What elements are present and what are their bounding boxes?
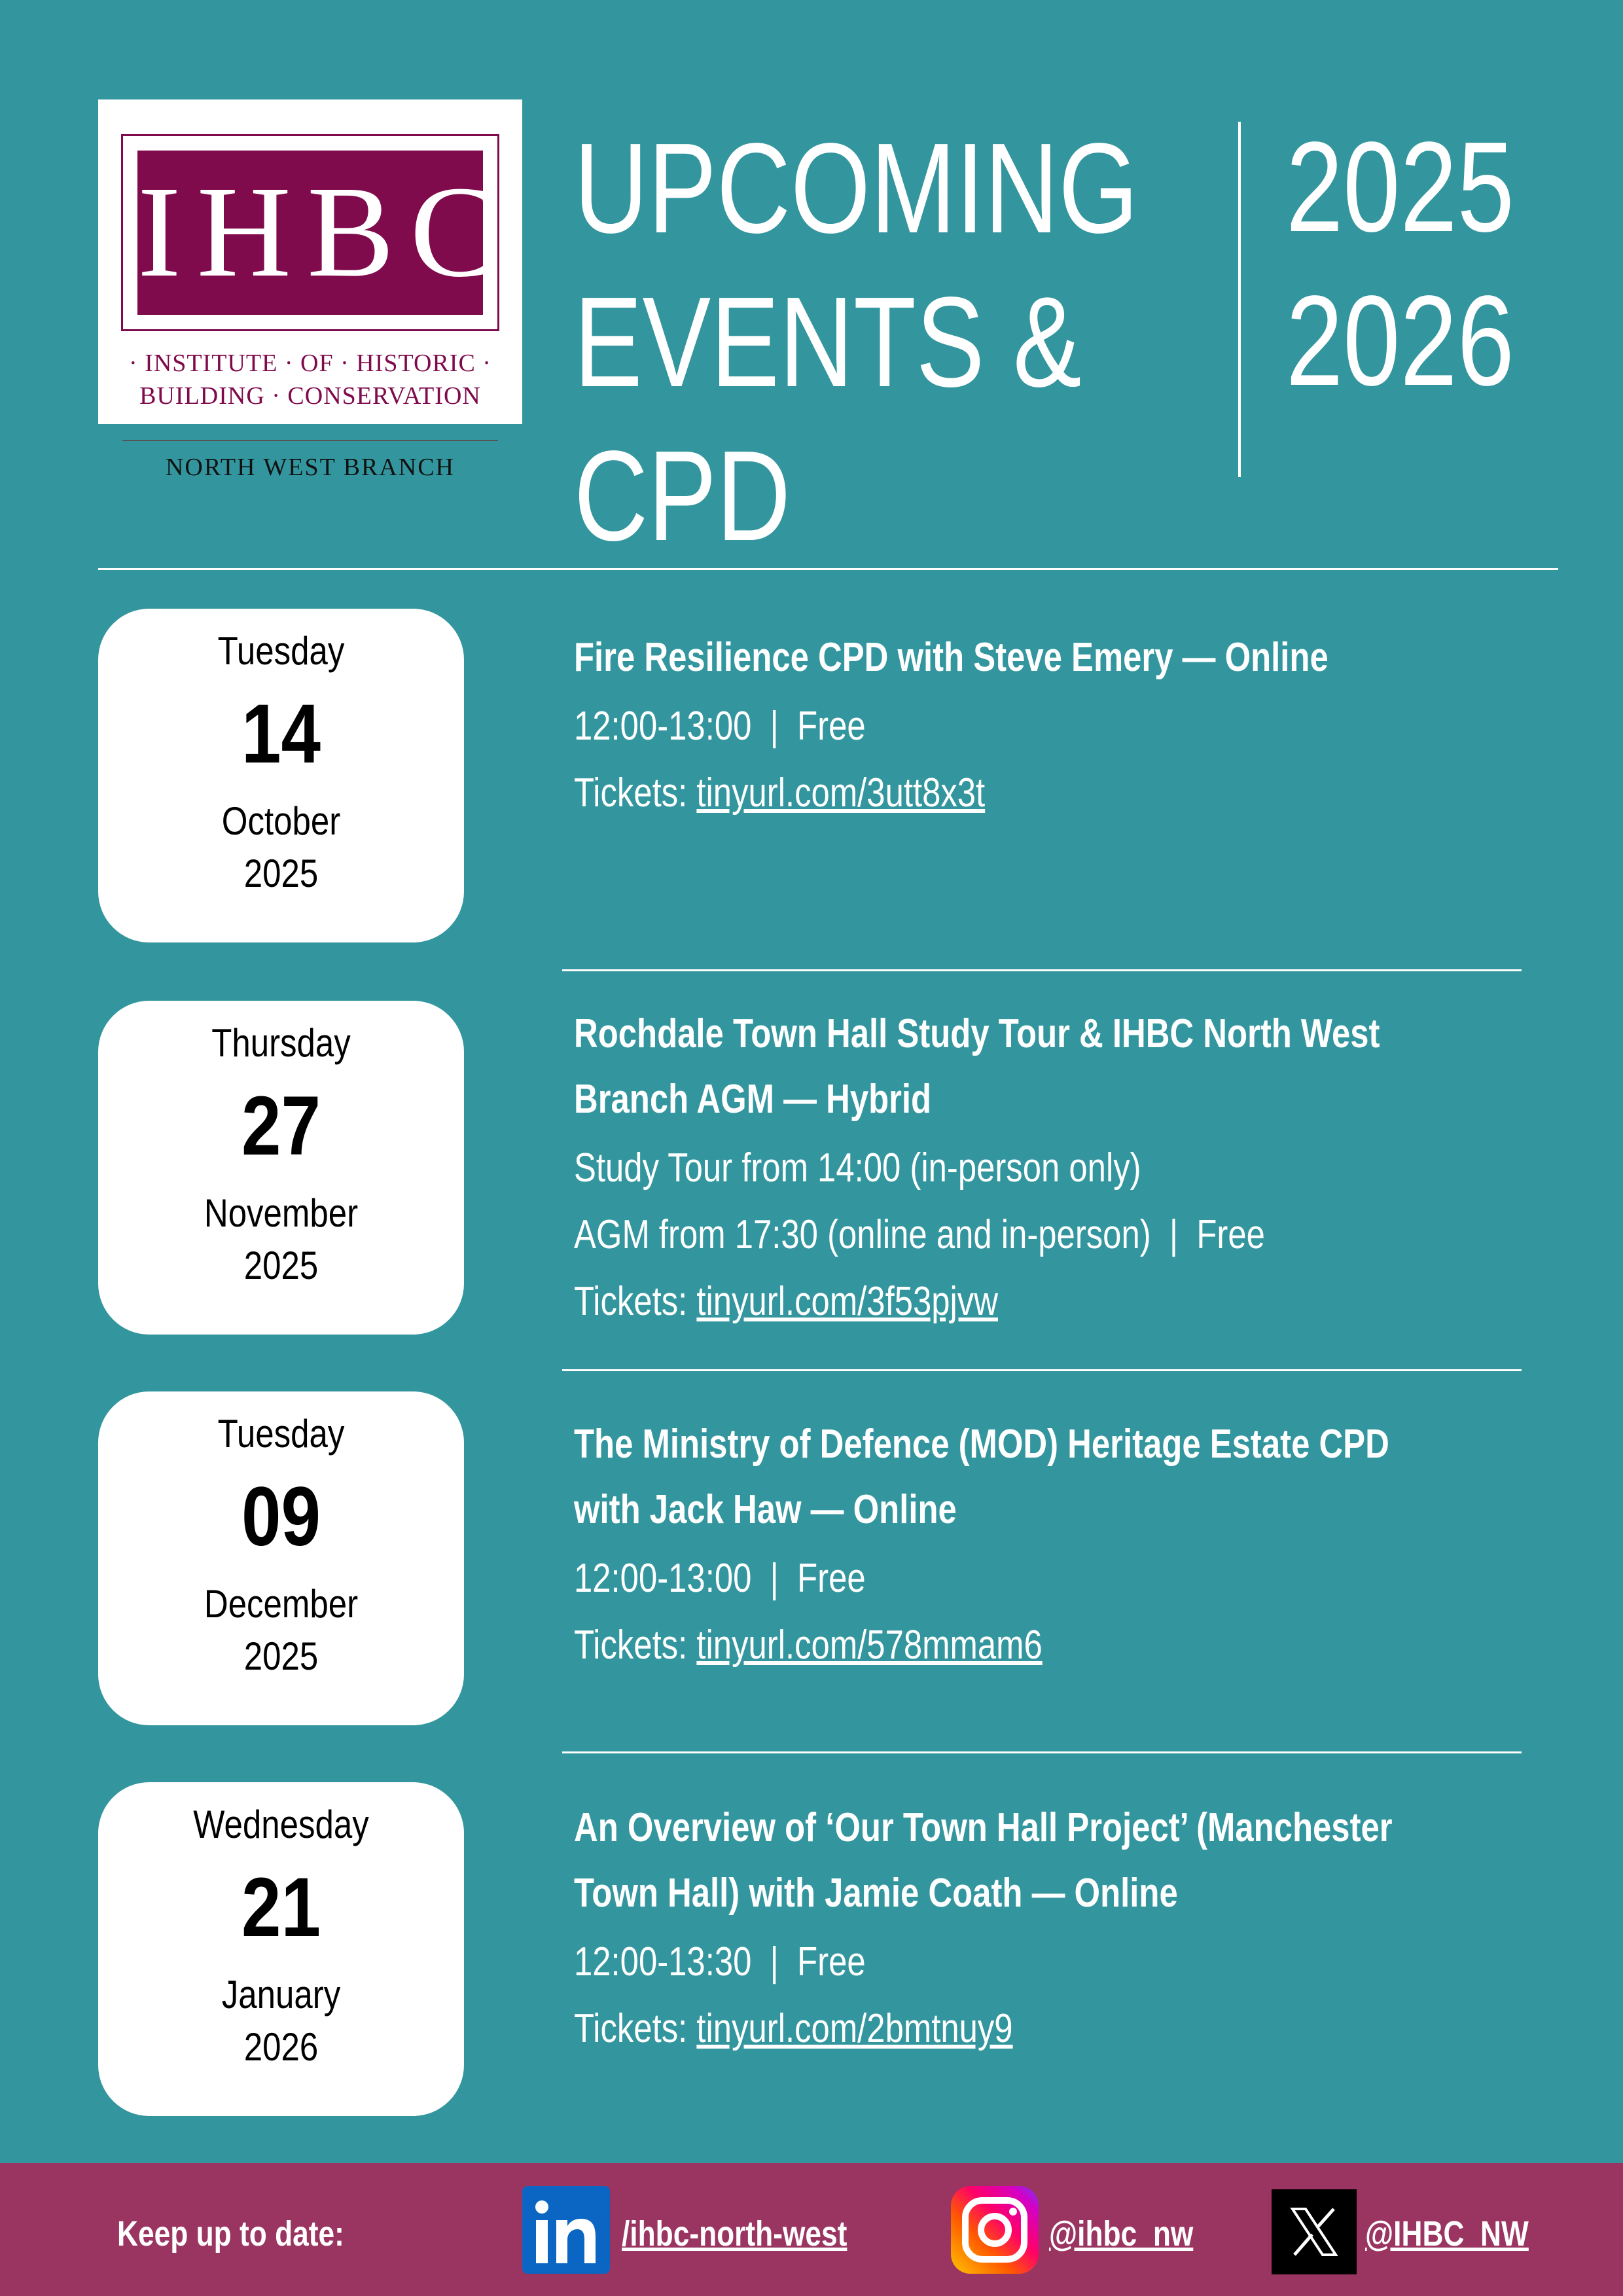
event-info: Study Tour from 14:00 (in-person only)	[574, 1145, 1141, 1191]
instagram-icon[interactable]	[951, 2186, 1039, 2274]
logo-divider	[122, 440, 498, 441]
weekday: Thursday	[211, 1021, 351, 1065]
event-info: 12:00-13:00 | Free	[574, 704, 866, 749]
logo-line1: · INSTITUTE · OF · HISTORIC ·	[129, 350, 491, 377]
page-title	[574, 111, 1138, 573]
ihbc-logo	[98, 99, 522, 481]
x-icon[interactable]	[1272, 2189, 1357, 2274]
logo-line2: BUILDING · CONSERVATION	[139, 382, 481, 410]
title-line: CPD	[574, 424, 791, 567]
weekday: Tuesday	[217, 1412, 345, 1456]
year: 2025	[243, 1244, 319, 1287]
date-card	[98, 1782, 464, 2116]
x-link[interactable]: @IHBC_NW	[1365, 2214, 1529, 2253]
weekday: Tuesday	[217, 629, 345, 673]
tickets-link[interactable]: tinyurl.com/578mmam6	[696, 1623, 1043, 1668]
footer-label: Keep up to date:	[117, 2214, 344, 2253]
event-separator	[562, 1369, 1522, 1371]
event-details	[574, 1795, 1540, 2062]
event-separator	[562, 1751, 1522, 1753]
logo-branch: NORTH WEST BRANCH	[165, 454, 455, 481]
tickets-link[interactable]: tinyurl.com/2bmtnuy9	[696, 2006, 1013, 2051]
year-end: 2026	[1286, 269, 1514, 412]
vertical-divider	[1238, 122, 1241, 477]
tickets-label: Tickets:	[574, 2006, 697, 2051]
day-number: 14	[241, 687, 321, 781]
event-title: Fire Resilience CPD with Steve Emery — Online	[574, 635, 1329, 680]
date-card	[98, 1001, 464, 1335]
event-title: Rochdale Town Hall Study Tour & IHBC North West	[574, 1011, 1380, 1056]
tickets-label: Tickets:	[574, 770, 697, 816]
date-card	[98, 609, 464, 942]
linkedin-link[interactable]: /ihbc-north-west	[622, 2214, 847, 2253]
event-title: Town Hall) with Jamie Coath — Online	[574, 1871, 1178, 1916]
event-details	[574, 1001, 1540, 1335]
linkedin-icon[interactable]	[522, 2186, 610, 2274]
tickets-link[interactable]: tinyurl.com/3f53pjvw	[696, 1279, 998, 1324]
day-number: 09	[241, 1470, 321, 1564]
event-title: Branch AGM — Hybrid	[574, 1077, 932, 1122]
event-details	[574, 625, 1540, 827]
weekday: Wednesday	[193, 1803, 369, 1846]
event-details	[574, 1412, 1540, 1679]
day-number: 27	[241, 1079, 321, 1173]
event-title: The Ministry of Defence (MOD) Heritage Estate CPD	[574, 1422, 1389, 1467]
tickets-link[interactable]: tinyurl.com/3utt8x3t	[696, 770, 986, 816]
day-number: 21	[241, 1861, 321, 1954]
year: 2025	[243, 1634, 319, 1678]
tickets-label: Tickets:	[574, 1623, 697, 1668]
month: January	[221, 1973, 341, 2017]
title-line: UPCOMING	[574, 117, 1139, 260]
event-title: An Overview of ‘Our Town Hall Project’ (Manchester	[574, 1805, 1393, 1850]
year: 2025	[243, 852, 319, 895]
event-separator	[562, 969, 1522, 971]
event-info: 12:00-13:30 | Free	[574, 1939, 866, 1984]
instagram-link[interactable]: @ihbc_nw	[1049, 2214, 1194, 2253]
year-start: 2025	[1286, 115, 1514, 259]
event-info: AGM from 17:30 (online and in-person) | Free	[574, 1212, 1265, 1257]
month: December	[204, 1582, 359, 1626]
event-info: 12:00-13:00 | Free	[574, 1556, 866, 1601]
event-title: with Jack Haw — Online	[574, 1487, 957, 1532]
tickets-label: Tickets:	[574, 1279, 697, 1324]
month: November	[204, 1191, 359, 1235]
header-divider	[98, 568, 1558, 570]
title-line: EVENTS &	[574, 270, 1082, 414]
years	[1286, 110, 1514, 418]
date-card	[98, 1391, 464, 1725]
logo-acronym: IHBC	[137, 151, 483, 315]
year: 2026	[243, 2025, 319, 2069]
month: October	[221, 799, 341, 843]
